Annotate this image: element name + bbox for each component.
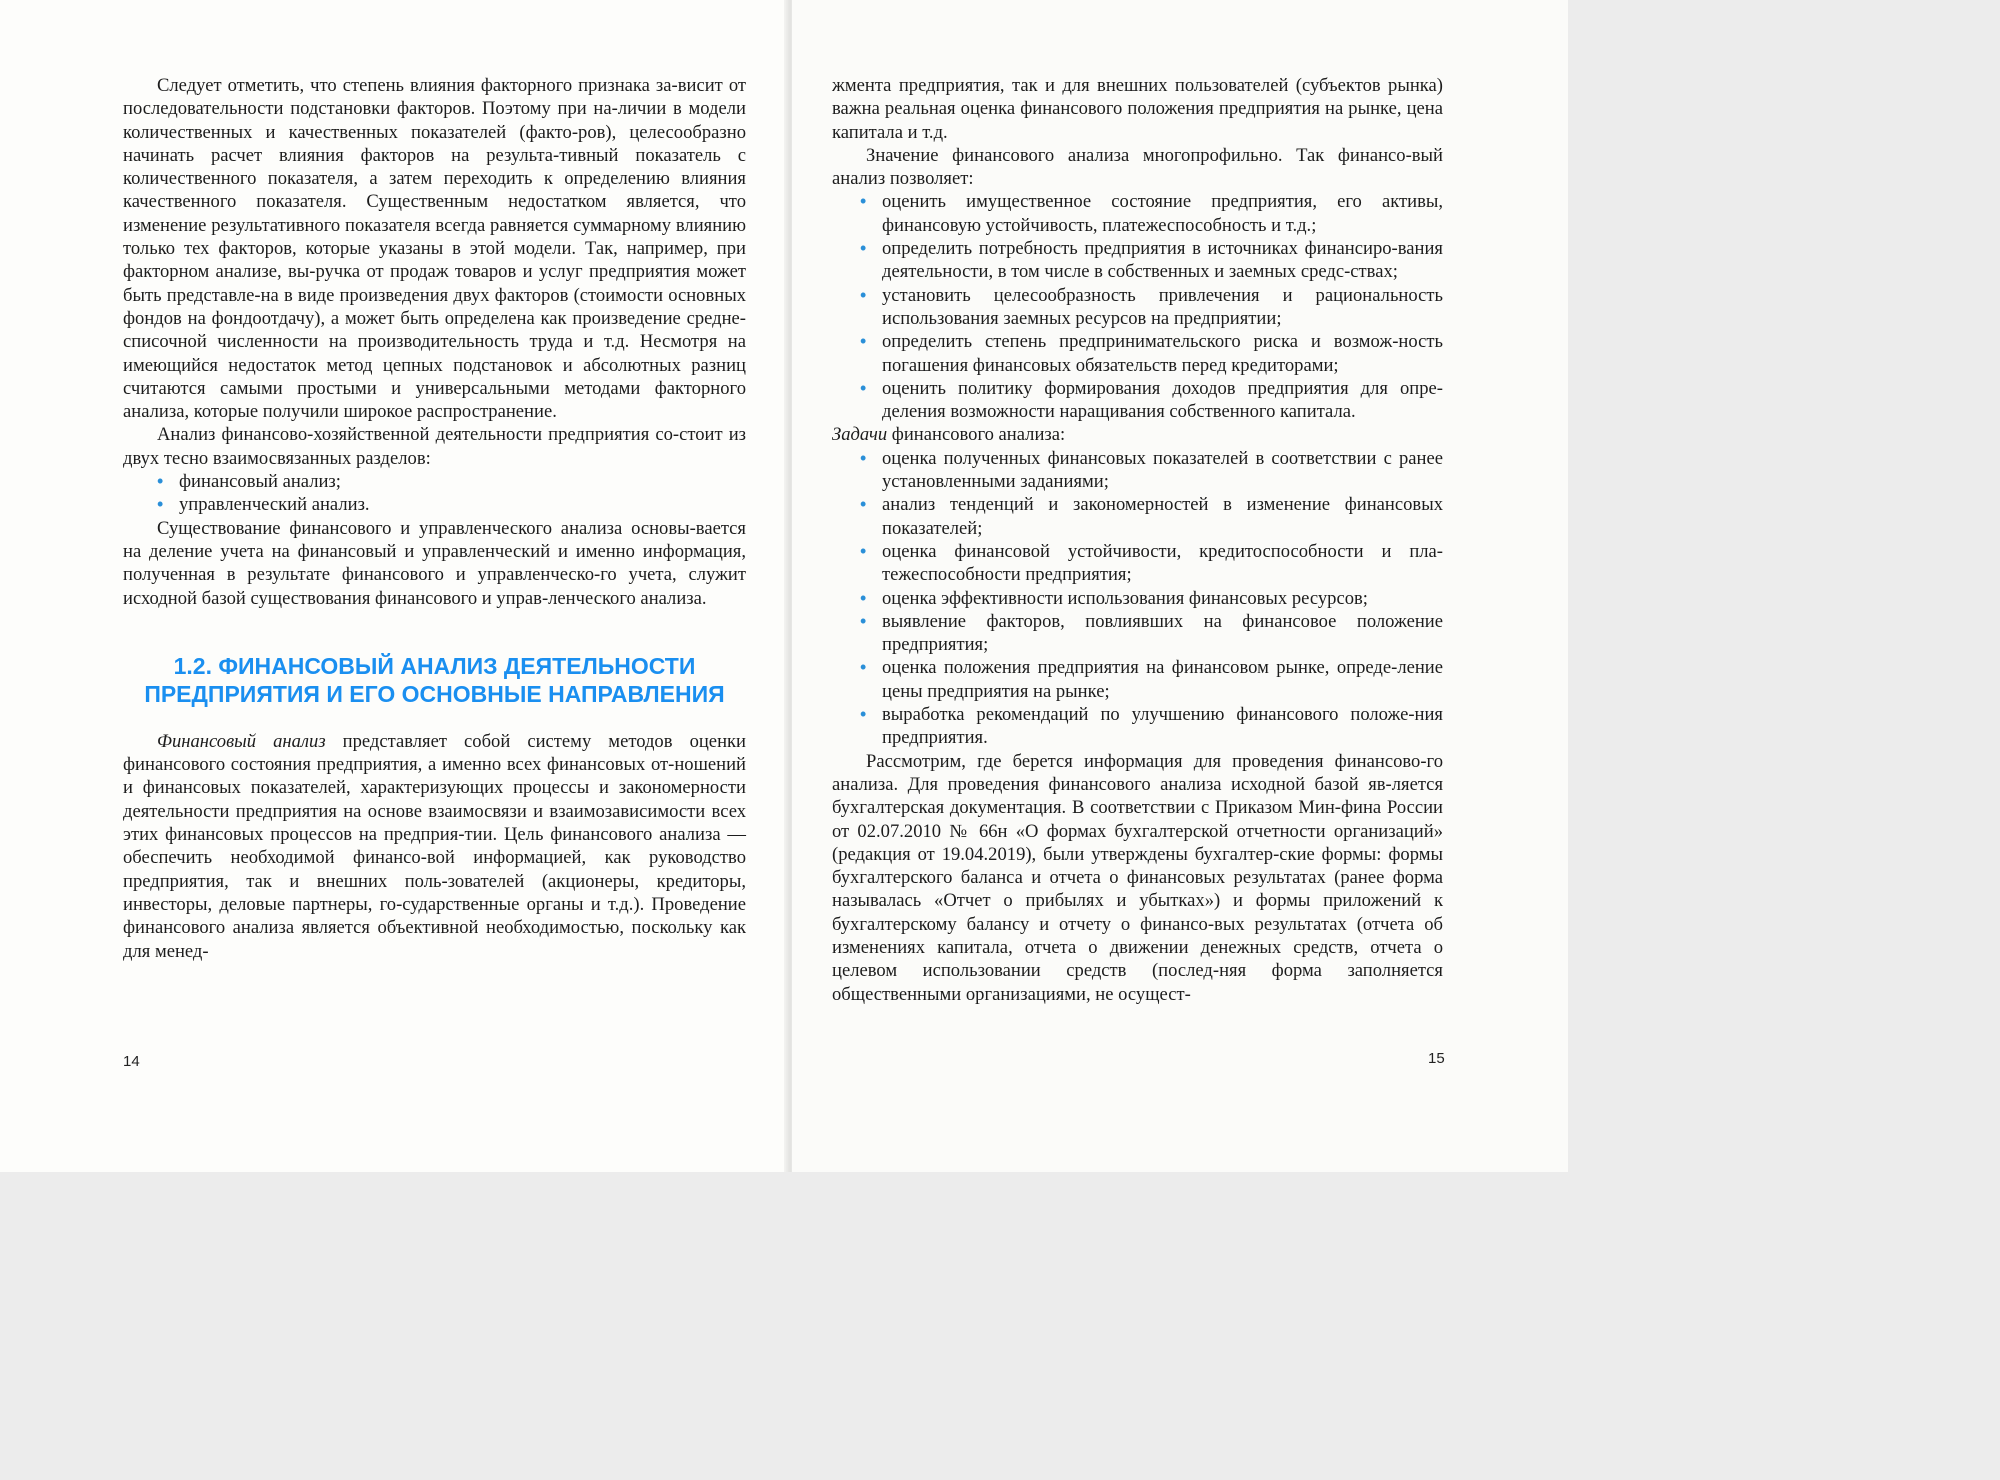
left-page [0,0,788,1172]
list-item: • определить степень предпринимательского риска и возмож-ность погашения финансовых обязательств перед кредиторами; [860,331,1443,376]
paragraph-sections-intro: Анализ финансово-хозяйственной деятельности предприятия со-стоит из двух тесно взаимосвязанных разделов: [123,424,746,469]
paragraph-factor-influence: Следует отметить, что степень влияния факторного признака за-висит от последовательности подстановки факторов. Поэтому при на-личии в модели количественных и качественных показателей (факто-ров), целесообразно начинать расчет влияния факторов на результа-тивный показатель с количественного показателя, а затем переходить к определению влияния качественного показателя. Существенным недостатком является, что изменение результативного показателя всегда равняется суммарному влиянию только тех факторов, которые указаны в этой модели. Так, например, при факторном анализе, вы-ручка от продаж товаров и услуг предприятия может быть представле-на в виде произведения двух факторов (стоимости основных фондов на фондоотдачу), а может быть определена как произведение средне-списочной численности на производительность труда и т.д. Несмотря на имеющийся недостаток метод цепных подстановок и абсолютных разниц считаются самыми простыми и универсальными методами факторного анализа, которые получили широкое распространение. [123,75,746,423]
bullet-icon: • [157,471,164,492]
bullet-icon: • [860,191,867,212]
list-item: • финансовый анализ; [157,471,341,493]
left-text-column [123,74,746,963]
list-item: • управленческий анализ. [157,494,370,516]
bullet-icon: • [860,704,867,725]
list-item: • оценка эффективности использования финансовых ресурсов; [860,587,1368,609]
bullet-icon: • [860,284,867,305]
list-item: • анализ тенденций и закономерностей в изменение финансовых показателей; [860,494,1443,539]
right-page [792,0,1568,1172]
page-number-left: 14 [123,1053,140,1070]
bullet-icon: • [860,587,867,608]
list-item: • оценка финансовой устойчивости, кредитоспособности и пла-тежеспособности предприятия; [860,540,1443,586]
tasks-term: Задачи [832,424,888,446]
tasks-list [832,447,1443,750]
list-item: • выработка рекомендаций по улучшению финансового положе-ния предприятия. [860,704,1443,749]
bullet-icon: • [157,494,164,515]
bullet-icon: • [860,540,867,561]
sections-list [123,470,746,517]
bullet-icon: • [860,447,867,468]
list-item: • выявление факторов, повлиявших на финансовое положение предприятия; [860,610,1443,656]
paragraph-tasks-intro: Задачи финансового анализа: [832,424,1066,446]
right-text-column [832,74,1443,1006]
list-item: • оценить политику формирования доходов предприятия для опре-деления возможности наращивания собственного капитала. [860,377,1443,423]
list-item: • оценка полученных финансовых показателей в соответствии с ранее установленными заданиями; [860,447,1443,493]
paragraph-possibilities-intro: Значение финансового анализа многопрофильно. Так финансо-вый анализ позволяет: [832,144,1443,190]
paragraph-continuation: жмента предприятия, так и для внешних пользователей (субъектов рынка) важна реальная оценка финансового положения предприятия на рынке, цена капитала и т.д. [832,75,1443,143]
bullet-icon: • [860,238,867,259]
list-item: • оценка положения предприятия на финансовом рынке, опреде-ление цены предприятия на рынке; [860,657,1443,702]
bullet-icon: • [860,494,867,515]
bullet-icon: • [860,331,867,352]
bullet-icon: • [860,657,867,678]
bullet-icon: • [860,610,867,631]
definition-term: Финансовый анализ [157,730,326,752]
list-item: • оценить имущественное состояние предприятия, его активы, финансовую устойчивость, платежеспособность и т.д.; [860,191,1443,236]
definition-text: представляет собой систему методов оценки финансового состояния предприятия, а именно всех финансовых от-ношений и финансовых показателей, характеризующих процессы и закономерности деятельности предприятия на основе взаимосвязи и взаимозависимости всех этих финансовых процессов на предприя-тии. Цель финансового анализа — обеспечить необходимой финансо-вой информацией, как руководство предприятия, так и внешних поль-зователей (акционеры, кредиторы, инвесторы, деловые партнеры, го-сударственные органы и т.д.). Проведение финансового анализа является объективной необходимостью, поскольку как для менед- [123,730,746,962]
page-number-right: 15 [1428,1050,1445,1067]
list-item: • установить целесообразность привлечения и рациональность использования заемных ресурсов на предприятии; [860,284,1443,329]
bullet-icon: • [860,377,867,398]
possibilities-list [832,190,1443,423]
section-heading: 1.2. ФИНАНСОВЫЙ АНАЛИЗ ДЕЯТЕЛЬНОСТИ ПРЕДПРИЯТИЯ И ЕГО ОСНОВНЫЕ НАПРАВЛЕНИЯ [144,652,725,707]
paragraph-definition [123,730,746,963]
paragraph-accounting-basis: Существование финансового и управленческого анализа основы-вается на деление учета на финансовый и управленческий и именно информация, полученная в результате финансового и управленческо-го учета, служит исходной базой существования финансового и управ-ленческого анализа. [123,517,746,609]
list-item: • определить потребность предприятия в источниках финансиро-вания деятельности, в том числе в собственных и заемных средс-ствах; [860,238,1443,283]
paragraph-information-sources: Рассмотрим, где берется информация для проведения финансово-го анализа. Для проведения финансового анализа исходной базой яв-ляется бухгалтерская документация. В соответствии с Приказом Мин-фина России от 02.07.2010 № 66н «О формах бухгалтерской отчетности организаций» (редакция от 19.04.2019), были утверждены бухгалтер-ские формы: формы бухгалтерского баланса и отчета о финансовых результатах (ранее форма называлась «Отчет о прибылях и убытках») и формы приложений к бухгалтерскому балансу и отчету о финансо-вых результатах (отчета об изменениях капитала, отчета о движении денежных средств, отчета о целевом использовании средств (послед-няя форма заполняется общественными организациями, не осущест- [832,750,1443,1005]
